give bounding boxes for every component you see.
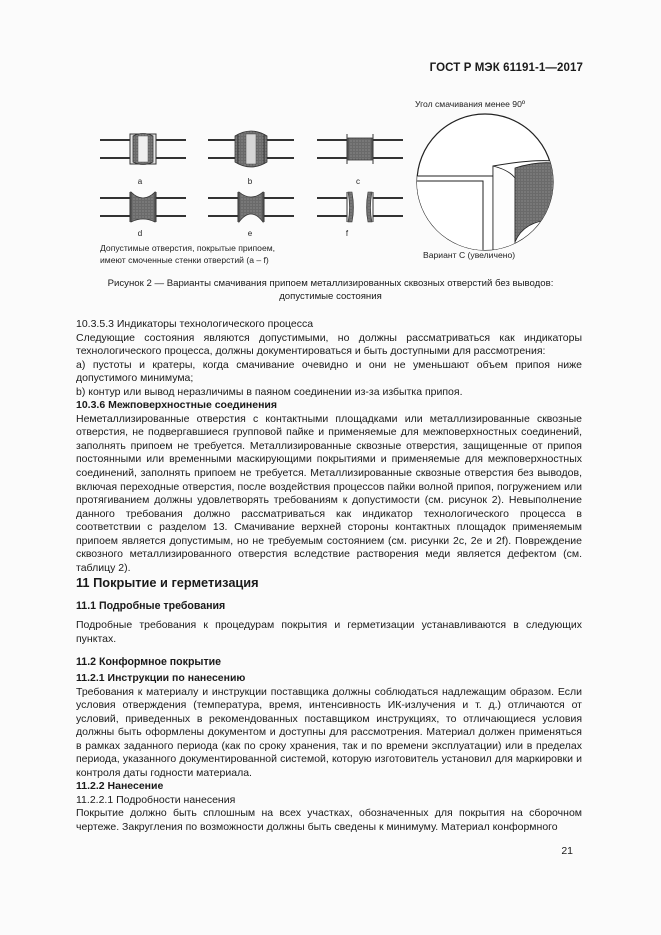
list-item-b: b) контур или вывод неразличимы в паяном соединении из-за избытка припоя.: [76, 385, 463, 398]
paragraph: Следующие состояния являются допустимыми, но должны рассматриваться как индикаторы технологического процесса, должны документироваться и быть доступными для рассмотрения:: [76, 331, 582, 358]
left-caption-line2: имеют смоченные стенки отверстий (a – f): [100, 255, 269, 265]
section-title: 10.3.6 Межповерхностные соединения: [76, 399, 278, 412]
left-caption-line1: Допустимые отверстия, покрытые припоем,: [100, 243, 276, 253]
label-a: a: [137, 177, 143, 186]
section-11-heading: 11 Покрытие и герметизация: [76, 575, 259, 590]
joint-d: [100, 192, 186, 222]
figure-caption-line2: допустимые состояния: [279, 290, 382, 302]
joint-a: [100, 134, 186, 165]
section-title: 11.2.2 Нанесение: [76, 780, 164, 793]
label-f: f: [345, 229, 349, 238]
paragraph: Неметаллизированные отверстия с контактными площадками или металлизированные сквозные отверстия, не подвергавшиеся групповой пайке и применяемые для межповерхностных соединений, заполнять припоем не требуется. Металлизированные сквозные отверстия, защищенные от припоя постоянными или временными маскирующими покрытиями и применяемые для межповерхностных соединений, заполнять припоем не требуется. Металлизированные сквозные отверстия без выводов, включая переходные отверстия, после воздействия процессов пайки волной припоя, погружением или протягиванием должны удовлетворять требованиям к допустимости (см. рисунок 2). Невыполнение данного требования должно рассматриваться как индикатор технологического процесса в соответствии с разделом 13. Смачивание верхней стороны контактных площадок применяемым припоем является допустимым, но не требуемым состоянием (см. рисунки 2с, 2е и 2f). Повреждение сквозного металлизированного отверстия вследствие растворения меди является дефектом (см. таблицу 2).: [76, 412, 582, 574]
section-11-2-heading: 11.2 Конформное покрытие: [76, 656, 222, 668]
joint-b: [208, 131, 294, 167]
label-b: b: [247, 177, 253, 186]
label-d: d: [137, 229, 143, 238]
label-c: c: [356, 177, 360, 186]
section-10-3-5-3: [76, 318, 582, 575]
joint-f: [317, 192, 403, 222]
label-e: e: [247, 229, 253, 238]
section-11-1-heading: 11.1 Подробные требования: [76, 600, 226, 612]
wetting-angle-label: Угол смачивания менее 90º: [415, 99, 525, 109]
paragraph: Требования к материалу и инструкции поставщика должны соблюдаться надлежащим образом. Если условия отверждения (температура, время, интенсивность ИК-излучения и т. д.) отличаются от условий, приведенных в рекомендованных поставщиком инструкциях, то отличающиеся условия должны быть оформлены документом и доступны для рассмотрения. Материал должен применяться в рамках заданного периода (как по сроку хранения, так и по времени эксплуатации) или в пределах периода, указанного документированной системой, которую изготовитель установил для маркировки и контроля даты годности материала.: [76, 685, 582, 779]
figure-2: [95, 95, 585, 270]
figure-caption-line1: Рисунок 2 — Варианты смачивания припоем металлизированных сквозных отверстий без выводов:: [107, 278, 554, 289]
paragraph: Подробные требования к процедурам покрытия и герметизации устанавливаются в следующих пунктах.: [76, 619, 582, 645]
section-title: 11.2.2.1 Подробности нанесения: [76, 793, 236, 806]
figure-caption: [70, 278, 591, 303]
list-item-a: а) пустоты и кратеры, когда смачивание очевидно и они не уменьшают объем припоя ниже допустимого минимума;: [76, 358, 582, 385]
section-title: 11.2.1 Инструкции по нанесению: [76, 672, 246, 684]
section-title: 10.3.5.3 Индикаторы технологического процесса: [76, 318, 314, 330]
page-number: 21: [561, 845, 573, 857]
section-11-1-paragraph: [76, 619, 582, 646]
section-11-2-1: [76, 672, 582, 835]
joint-c: [317, 134, 403, 164]
variant-c-label: Вариант С (увеличено): [423, 250, 516, 260]
paragraph: Покрытие должно быть сплошным на всех участках, обозначенных для покрытия на сборочном чертеже. Закругления по возможности должны быть сведены к минимуму. Материал конформного: [76, 807, 582, 834]
magnified-detail: [415, 114, 560, 270]
joint-e: [208, 192, 294, 222]
document-code: ГОСТ Р МЭК 61191-1—2017: [429, 62, 583, 74]
